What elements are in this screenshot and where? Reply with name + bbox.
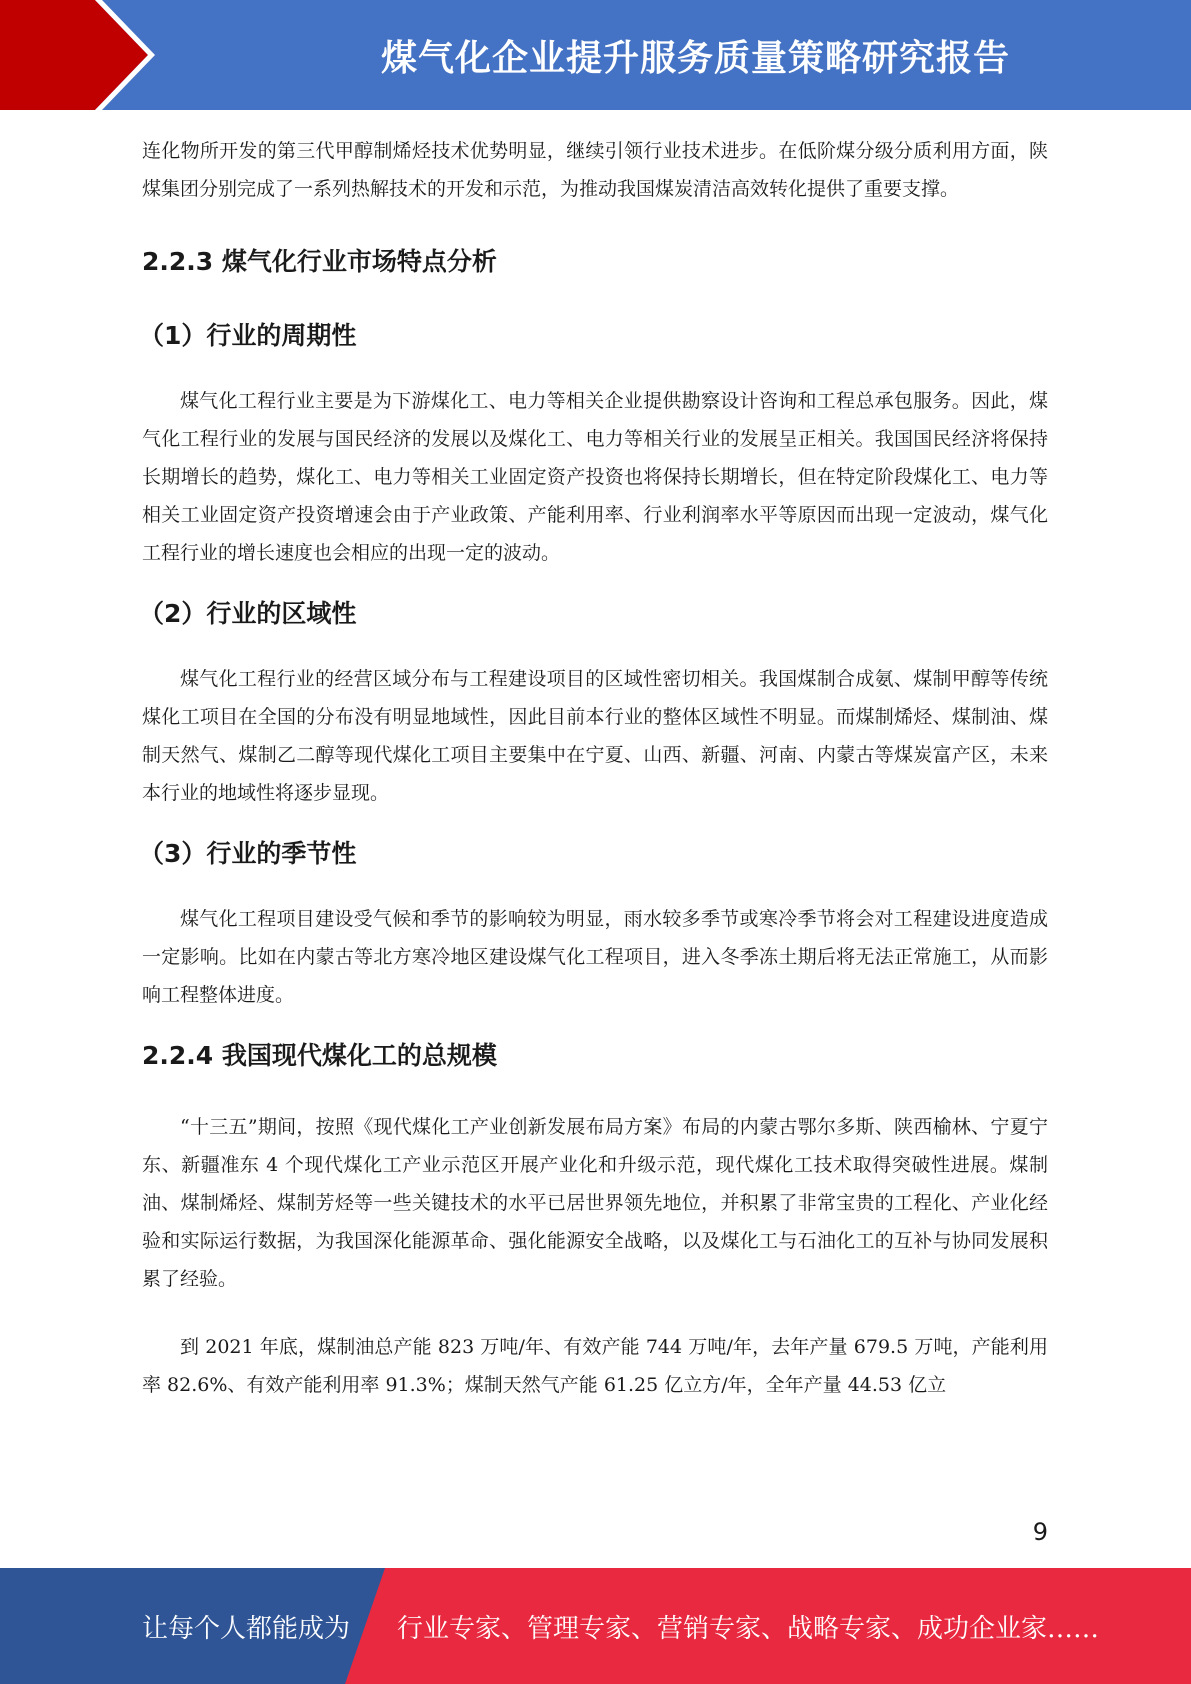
cyclicality-paragraph: 煤气化工程行业主要是为下游煤化工、电力等相关企业提供勘察设计咨询和工程总承包服务。因此，煤气化工程行业的发展与国民经济的发展以及煤化工、电力等相关行业的发展呈正相关。我国国民经济将保持长期增长的趋势，煤化工、电力等相关工业固定资产投资也将保持长期增长，但在特定阶段煤化工、电力等相关工业固定资产投资增速会由于产业政策、产能利用率、行业利润率水平等原因而出现一定波动，煤气化工程行业的增长速度也会相应的出现一定的波动。 [142, 390, 1048, 564]
report-title: 煤气化企业提升服务质量策略研究报告 [380, 38, 1010, 79]
document-body [139, 132, 1048, 1404]
regionality-paragraph: 煤气化工程行业的经营区域分布与工程建设项目的区域性密切相关。我国煤制合成氨、煤制甲醇等传统煤化工项目在全国的分布没有明显地域性，因此目前本行业的整体区域性不明显。而煤制烯烃、煤制油、煤制天然气、煤制乙二醇等现代煤化工项目主要集中在宁夏、山西、新疆、河南、内蒙古等煤炭富产区，未来本行业的地域性将逐步显现。 [142, 668, 1048, 804]
section-heading-2-2-3: 2.2.3 煤气化行业市场特点分析 [142, 247, 497, 276]
intro-paragraph: 连化物所开发的第三代甲醇制烯烃技术优势明显，继续引领行业技术进步。在低阶煤分级分质利用方面，陕煤集团分别完成了一系列热解技术的开发和示范，为推动我国煤炭清洁高效转化提供了重要支撑。 [142, 140, 1048, 200]
page-header [0, 0, 1191, 110]
footer-slogan-right: 行业专家、管理专家、营销专家、战略专家、成功企业家…… [397, 1614, 1100, 1644]
section-heading-2-2-4: 2.2.4 我国现代煤化工的总规模 [142, 1041, 497, 1070]
footer-slogan-left: 让每个人都能成为 [142, 1614, 351, 1644]
seasonality-paragraph: 煤气化工程项目建设受气候和季节的影响较为明显，雨水较多季节或寒冷季节将会对工程建设进度造成一定影响。比如在内蒙古等北方寒冷地区建设煤气化工程项目，进入冬季冻土期后将无法正常施工，从而影响工程整体进度。 [142, 908, 1048, 1006]
subsection-heading-seasonality: （3）行业的季节性 [139, 839, 357, 868]
subsection-heading-cyclicality: （1）行业的周期性 [139, 321, 357, 350]
page-footer [0, 1568, 1191, 1684]
subsection-heading-regionality: （2）行业的区域性 [139, 599, 357, 628]
scale-paragraph-1: “十三五”期间，按照《现代煤化工产业创新发展布局方案》布局的内蒙古鄂尔多斯、陕西榆林、宁夏宁东、新疆准东 4 个现代煤化工产业示范区开展产业化和升级示范，现代煤化工技术取得突破性进展。煤制油、煤制烯烃、煤制芳烃等一些关键技术的水平已居世界领先地位，并积累了非常宝贵的工程化、产业化经验和实际运行数据，为我国深化能源革命、强化能源安全战略，以及煤化工与石油化工的互补与协同发展积累了经验。 [142, 1116, 1048, 1290]
page-number: 9 [1032, 1518, 1048, 1546]
scale-paragraph-2: 到 2021 年底，煤制油总产能 823 万吨/年、有效产能 744 万吨/年，去年产量 679.5 万吨，产能利用率 82.6%、有效产能利用率 91.3%；煤制天然气产能 61.25 亿立方/年，全年产量 44.53 亿立 [142, 1336, 1048, 1396]
